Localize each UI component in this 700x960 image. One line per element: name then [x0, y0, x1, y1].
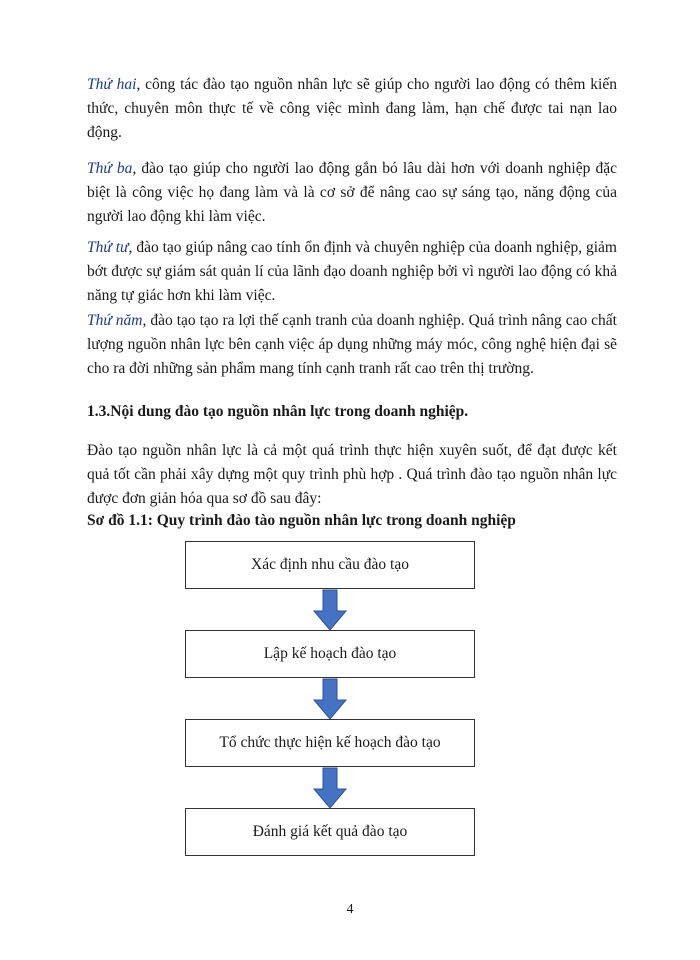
down-arrow-icon [312, 767, 348, 809]
paragraph-thu-tu [87, 236, 617, 308]
step-box-1: Xác định nhu cầu đào tạo [185, 541, 475, 589]
paragraph-thu-hai [87, 73, 617, 145]
intro-paragraph: Đào tạo nguồn nhân lực là cả một quá trình thực hiện xuyên suốt, để đạt được kết quả tốt cần phải xây dựng một quy trình phù hợp . Quá trình đào tạo nguồn nhân lực được đơn giản hóa qua sơ đồ sau đây: [87, 442, 617, 507]
step-box-3: Tổ chức thực hiện kế hoạch đào tạo [185, 719, 475, 767]
paragraph-thu-nam [87, 309, 617, 381]
diagram-caption: Sơ đồ 1.1: Quy trình đào tào nguồn nhân lực trong doanh nghiệp [87, 512, 516, 529]
paragraph-lead: Thứ năm [87, 312, 143, 329]
section-heading: 1.3.Nội dung đào tạo nguồn nhân lực trong doanh nghiệp. [87, 403, 469, 420]
paragraph-text: , đào tạo tạo ra lợi thế cạnh tranh của doanh nghiệp. Quá trình nâng cao chất lượng nguồn nhân lực bên cạnh việc áp dụng những máy móc, công nghệ hiện đại sẽ cho ra đời những sản phẩm mang tính cạnh tranh rất cao trên thị trường. [87, 312, 617, 377]
paragraph-lead: Thứ tư [87, 239, 129, 256]
step-box-2: Lập kế hoạch đào tạo [185, 630, 475, 678]
paragraph-text: , công tác đào tạo nguồn nhân lực sẽ giúp cho người lao động có thêm kiến thức, chuyên môn thực tế về công việc mình đang làm, hạn chế được tai nạn lao động. [87, 76, 617, 141]
down-arrow-icon [312, 678, 348, 720]
paragraph-lead: Thứ hai [87, 76, 137, 93]
down-arrow-icon [312, 589, 348, 631]
page-number: 4 [346, 902, 354, 917]
step-box-4: Đánh giá kết quả đào tạo [185, 808, 475, 856]
paragraph-text: , đào tạo giúp cho người lao động gắn bó lâu dài hơn với doanh nghiệp đặc biệt là công việc họ đang làm và là cơ sở để nâng cao sự sáng tạo, năng động của người lao động khi làm việc. [87, 160, 617, 225]
paragraph-text: , đào tạo giúp nâng cao tính ổn định và chuyên nghiệp của doanh nghiệp, giảm bớt được sự giám sát quản lí của lãnh đạo doanh nghiệp bởi vì người lao động có khả năng tự giác hơn khi làm việc. [87, 239, 617, 304]
paragraph-lead: Thứ ba [87, 160, 133, 177]
paragraph-thu-ba [87, 157, 617, 229]
